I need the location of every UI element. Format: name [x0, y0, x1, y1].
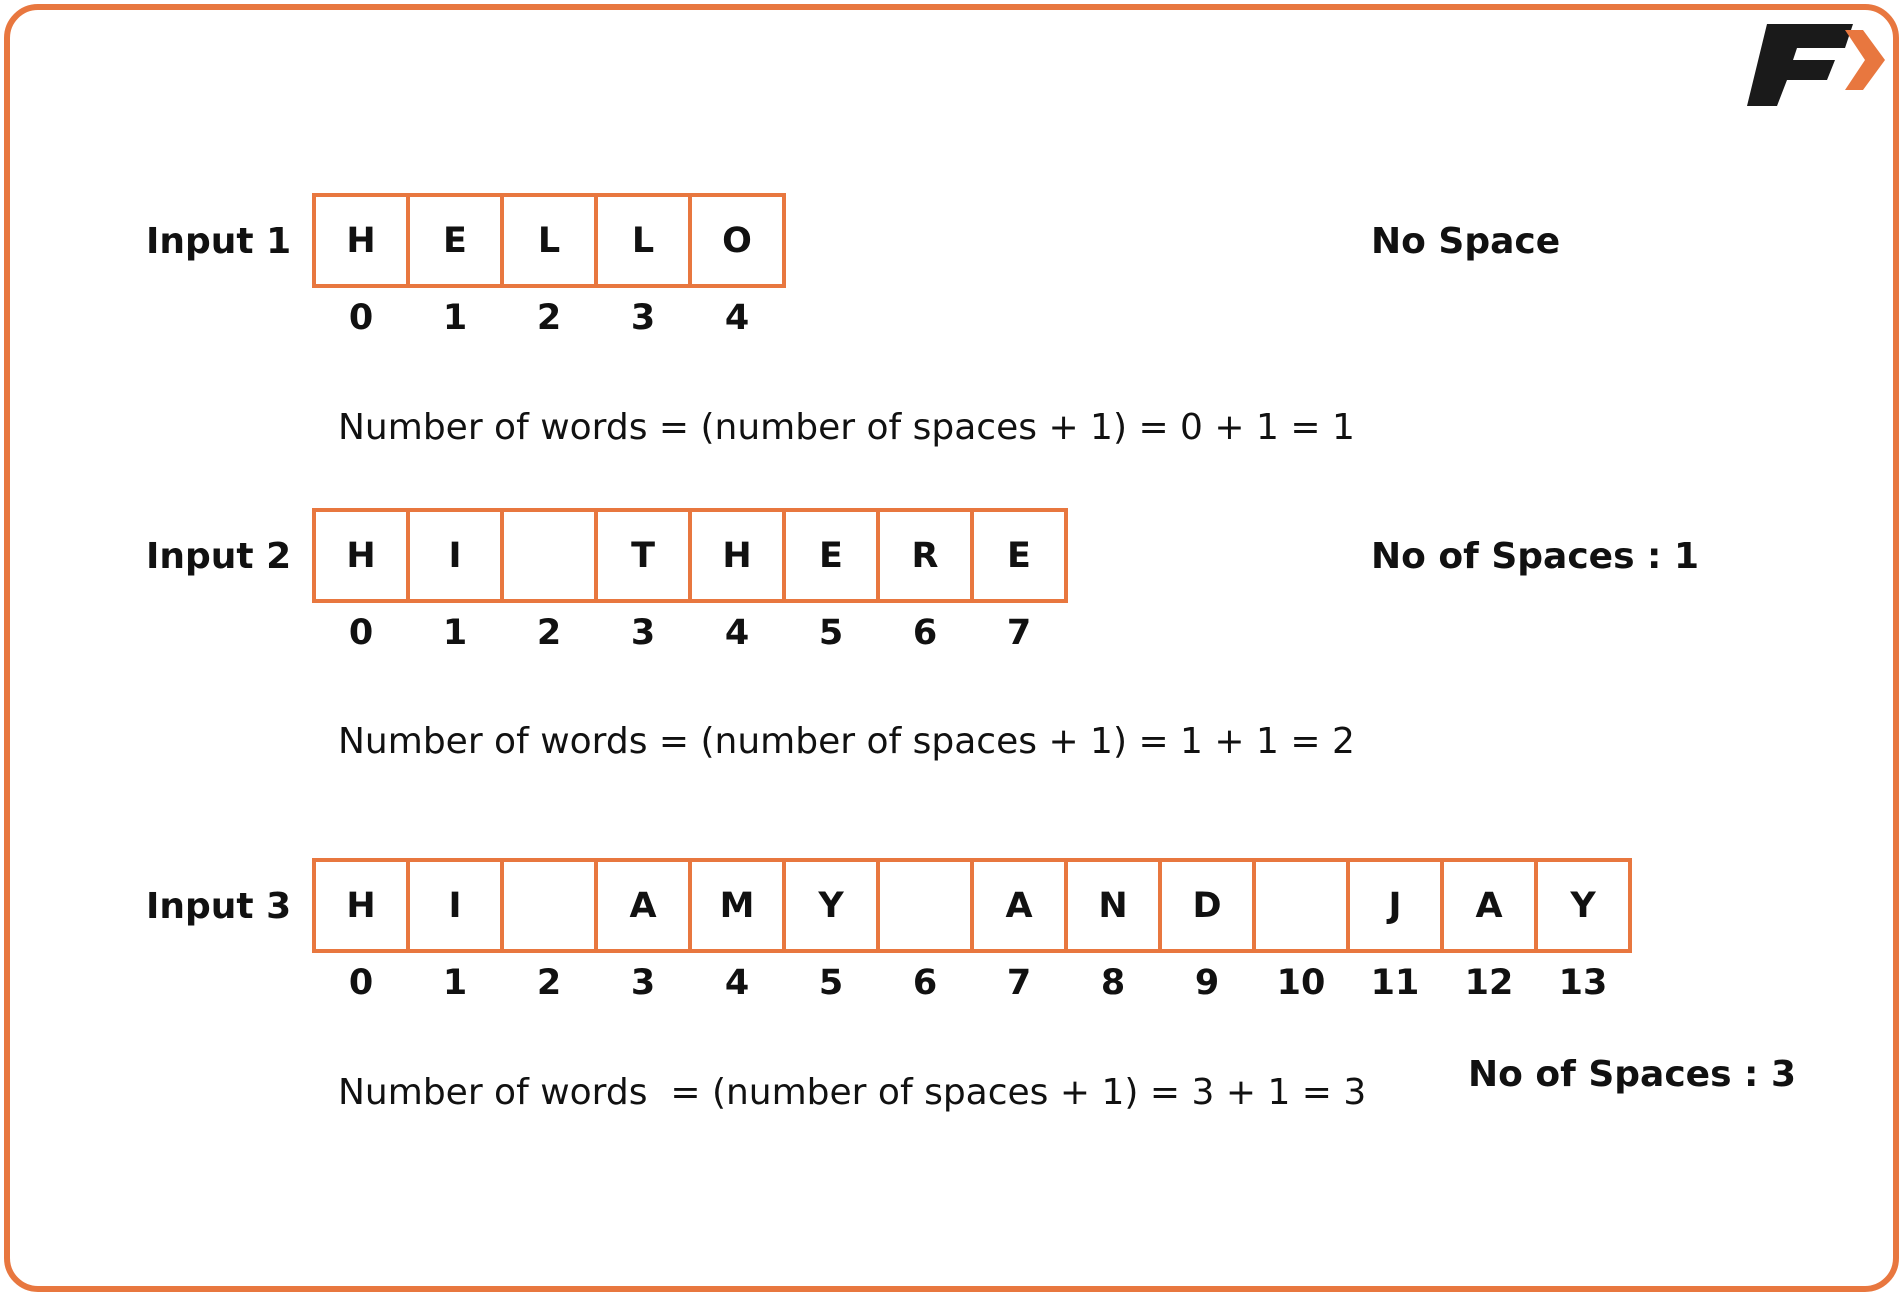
input-3-space-note: No of Spaces : 3 [1468, 1054, 1797, 1095]
char-cell: E [970, 508, 1068, 603]
input-2-space-note: No of Spaces : 1 [1371, 536, 1700, 577]
char-cell: A [594, 858, 692, 953]
index-label: 13 [1558, 963, 1608, 1003]
input-1-char-array [312, 193, 786, 288]
char-cell: L [594, 193, 692, 288]
index-label: 3 [630, 298, 656, 338]
index-label: 4 [724, 613, 750, 653]
index-label: 0 [348, 298, 374, 338]
input-2-char-array [312, 508, 1068, 603]
index-label: 2 [536, 963, 562, 1003]
input-3-label: Input 3 [146, 886, 292, 927]
input-1-formula: Number of words = (number of spaces + 1) = 0 + 1 = 1 [338, 407, 1355, 448]
index-label: 12 [1464, 963, 1514, 1003]
index-label: 3 [630, 613, 656, 653]
index-label: 1 [442, 613, 468, 653]
index-label: 1 [442, 963, 468, 1003]
index-label: 11 [1370, 963, 1420, 1003]
input-1-space-note: No Space [1371, 221, 1561, 262]
index-label: 6 [912, 963, 938, 1003]
index-label: 7 [1006, 963, 1032, 1003]
char-cell: E [782, 508, 880, 603]
input-2-label: Input 2 [146, 536, 292, 577]
index-label: 3 [630, 963, 656, 1003]
char-cell: H [688, 508, 786, 603]
char-cell-space [876, 858, 974, 953]
char-cell: M [688, 858, 786, 953]
index-label: 10 [1276, 963, 1326, 1003]
input-2-index-row [312, 613, 1068, 653]
f-arrow-logo-icon [1745, 18, 1885, 108]
input-1-index-row [312, 298, 786, 338]
char-cell: A [1440, 858, 1538, 953]
char-cell: Y [782, 858, 880, 953]
index-label: 5 [818, 613, 844, 653]
char-cell-space [1252, 858, 1350, 953]
input-1-label: Input 1 [146, 221, 292, 262]
char-cell: D [1158, 858, 1256, 953]
input-2-formula: Number of words = (number of spaces + 1) = 1 + 1 = 2 [338, 721, 1355, 762]
index-label: 7 [1006, 613, 1032, 653]
char-cell-space [500, 858, 598, 953]
char-cell: E [406, 193, 504, 288]
char-cell: I [406, 858, 504, 953]
index-label: 4 [724, 298, 750, 338]
char-cell: Y [1534, 858, 1632, 953]
index-label: 5 [818, 963, 844, 1003]
index-label: 8 [1100, 963, 1126, 1003]
char-cell: N [1064, 858, 1162, 953]
index-label: 2 [536, 298, 562, 338]
char-cell: A [970, 858, 1068, 953]
char-cell: R [876, 508, 974, 603]
index-label: 9 [1194, 963, 1220, 1003]
char-cell: O [688, 193, 786, 288]
index-label: 4 [724, 963, 750, 1003]
char-cell: T [594, 508, 692, 603]
char-cell: H [312, 193, 410, 288]
char-cell-space [500, 508, 598, 603]
index-label: 2 [536, 613, 562, 653]
input-3-char-array [312, 858, 1632, 953]
char-cell: J [1346, 858, 1444, 953]
char-cell: I [406, 508, 504, 603]
char-cell: H [312, 508, 410, 603]
char-cell: H [312, 858, 410, 953]
index-label: 0 [348, 963, 374, 1003]
input-3-formula: Number of words = (number of spaces + 1) = 3 + 1 = 3 [338, 1072, 1367, 1113]
char-cell: L [500, 193, 598, 288]
input-3-index-row [312, 963, 1632, 1003]
index-label: 6 [912, 613, 938, 653]
index-label: 0 [348, 613, 374, 653]
index-label: 1 [442, 298, 468, 338]
